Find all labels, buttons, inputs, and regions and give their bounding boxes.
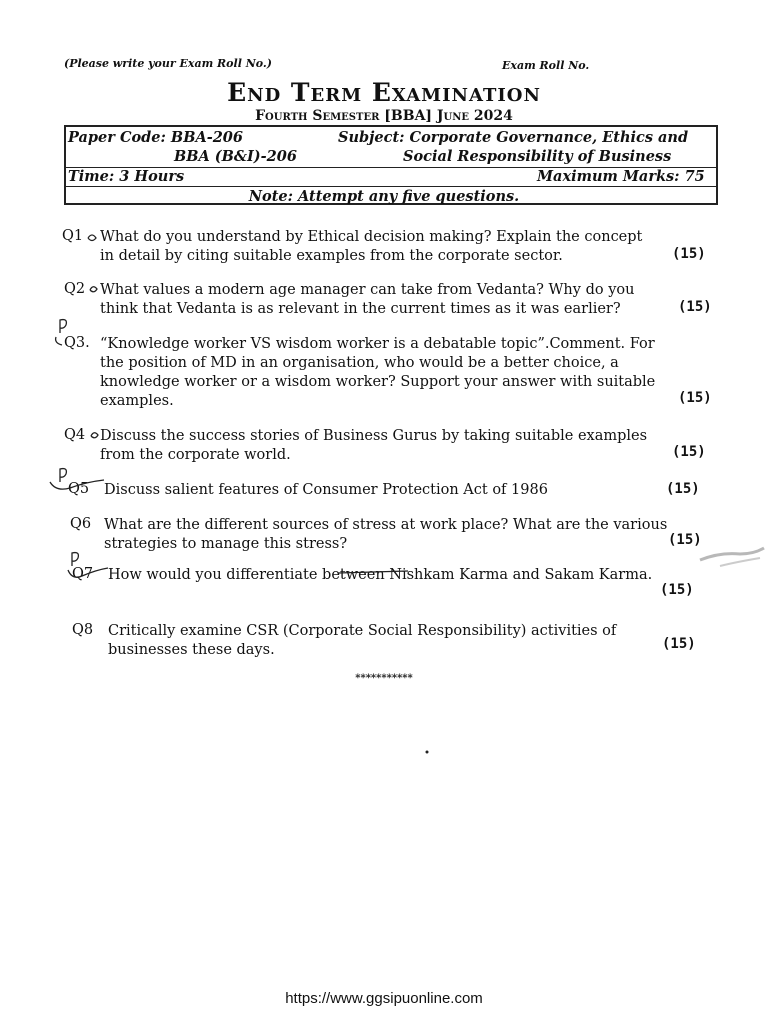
roll-number-instruction: (Please write your Exam Roll No.) — [64, 57, 272, 70]
pen-tick-mark — [90, 287, 97, 292]
ink-dot — [426, 751, 429, 754]
question-marks: (15) — [666, 481, 700, 497]
maximum-marks: Maximum Marks: 75 — [537, 168, 705, 185]
paper-code: Paper Code: BBA-206 — [68, 129, 243, 146]
question-text: What values a modern age manager can take from Vedanta? Why do you think that Vedanta is as relevant in the current times as it was earlier? — [100, 282, 635, 317]
pen-stroke — [56, 337, 62, 345]
scan-artifact — [720, 558, 760, 566]
question-marks: (15) — [678, 299, 712, 315]
question-marks: (15) — [678, 390, 712, 406]
source-url[interactable]: https://www.ggsipuonline.com — [285, 990, 483, 1007]
pen-tick-mark — [91, 433, 98, 438]
exam-time: Time: 3 Hours — [68, 168, 185, 185]
question-marks: (15) — [660, 582, 694, 598]
question-marks: (15) — [662, 636, 696, 652]
question-marks: (15) — [668, 532, 702, 548]
question-text: How would you differentiate between Nishkam Karma and Sakam Karma. — [108, 567, 653, 583]
question-marks: (15) — [672, 246, 706, 262]
question-number: Q1 — [62, 228, 84, 244]
pen-stroke — [50, 480, 104, 489]
question-text: What do you understand by Ethical decision making? Explain the concept in detail by citing suitable examples from the corporate sector. — [100, 229, 643, 264]
question-text: Discuss salient features of Consumer Protection Act of 1986 — [104, 482, 548, 498]
pen-stroke — [68, 568, 108, 577]
question-number: Q4 — [64, 427, 86, 443]
end-of-paper-mark: *********** — [355, 673, 413, 684]
exam-roll-label: Exam Roll No. — [502, 59, 590, 72]
pen-p-mark — [72, 553, 78, 566]
question-text: “Knowledge worker VS wisdom worker is a debatable topic”.Comment. For the position of MD in an organisation, who would be a better choice, a knowledge worker or a wisdom worker? Support your answer with suitable examples. — [100, 336, 656, 409]
pen-p-mark — [60, 320, 66, 333]
pen-strike — [338, 571, 408, 573]
question-text: Critically examine CSR (Corporate Social Responsibility) activities of businesses these days. — [108, 623, 617, 658]
question-number: Q3. — [64, 335, 90, 351]
question-text: Discuss the success stories of Business Gurus by taking suitable examples from the corporate world. — [100, 428, 648, 463]
question-number: Q6 — [70, 516, 92, 532]
exam-note: Note: Attempt any five questions. — [248, 188, 520, 205]
semester-line: Fourth Semester [BBA] June 2024 — [255, 108, 513, 124]
exam-title: End Term Examination — [227, 78, 541, 107]
subject-line-1: Subject: Corporate Governance, Ethics and — [338, 129, 689, 146]
question-marks: (15) — [672, 444, 706, 460]
question-text: What are the different sources of stress at work place? What are the various strategies to manage this stress? — [104, 517, 668, 552]
paper-code-alt: BBA (B&I)-206 — [174, 148, 297, 165]
question-number: Q8 — [72, 622, 94, 638]
question-number: Q5 — [68, 481, 90, 497]
question-number: Q2 — [64, 281, 86, 297]
question-number: Q7 — [72, 566, 94, 582]
subject-line-2: Social Responsibility of Business — [403, 148, 672, 165]
pen-tick-mark — [88, 235, 96, 241]
pen-p-mark — [60, 469, 66, 482]
